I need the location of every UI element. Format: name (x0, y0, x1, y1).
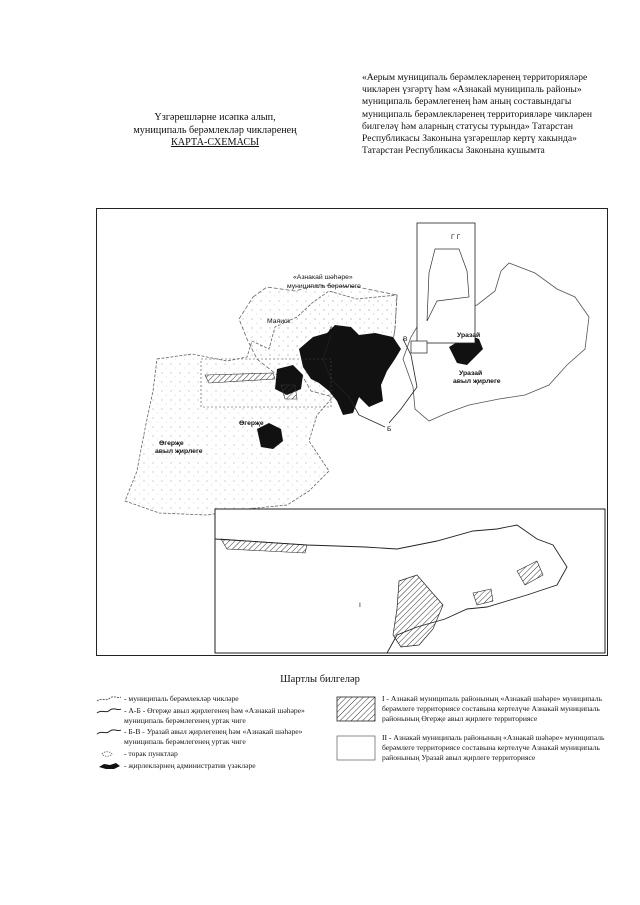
label-urazai-sub: авыл җирлеге (453, 378, 501, 385)
empty-box-icon (336, 735, 376, 761)
label-ogerzhe-settlement: Өгерҗе (239, 420, 264, 427)
label-inset-g: Г Г (451, 234, 461, 241)
title-line-1: Үзгәрешләрне исәпкә алып, (154, 112, 276, 123)
legend-item-text: - муниципаль берәмлекләр чикләре (124, 694, 239, 703)
legend-item-b-v (96, 727, 326, 747)
label-urazai: Уразай (459, 370, 483, 377)
hatched-box-icon (336, 696, 376, 722)
admin-center-icon (96, 761, 122, 771)
top-inset-frame (417, 223, 475, 343)
law-annex-note: «Аерым муниципаль берәмлекләренең территорияләре чикләрен үзгәртү һәм «Азнакай муниципаль районы» муниципаль берәмлегенең һәм аның составындагы муниципаль берәмлекләренең территорияләре чикләрен билгеләү һәм аларның статусы турында» Татарстан Республикасы Законына үзгәрешләр кертү хакында» Татарстан Республикасы Законына кушымта (362, 72, 593, 157)
legend-item-a-b (96, 706, 326, 726)
legend-item-admin-centers (96, 761, 326, 771)
label-inset-roman: I (359, 602, 361, 609)
legend-item-boundaries (96, 694, 326, 704)
legend-title: Шартлы билгеләр (280, 674, 360, 685)
legend-zone-i (336, 694, 616, 723)
legend-item-settlements (96, 749, 326, 759)
line-b-v-icon (96, 727, 122, 737)
legend-zone-i-text: I - Азнакай муниципаль районының «Азнакай шәһәре» муниципаль берәмлеге территориясе составына кертелүче Азнакай муниципаль районының Өгерҗе авыл җирлеге территориясе (382, 694, 602, 723)
page-title: КАРТА-СХЕМАСЫ (170, 137, 260, 148)
settlement-icon (96, 749, 122, 759)
legend-zone-ii (336, 733, 616, 762)
legend-item-text: - җирлекләрнең административ үзәкләре (124, 760, 256, 770)
label-point-b: Б (387, 426, 392, 433)
legend-item-text: - А-Б - Өгерҗе авыл җирлегенең һәм «Азнакай шәһәре» муниципаль берәмлегенең уртак чиге (124, 705, 305, 725)
label-mayisk: Маяиск (267, 318, 291, 325)
label-aznakai-city-sub: муниципаль берәмлеге (287, 283, 361, 290)
label-ogerzhe-sub: авыл җирлеге (155, 448, 203, 455)
label-aznakai-city: «Азнакай шәһәре» (293, 274, 353, 281)
legend-item-text: - торак пунктлар (124, 748, 178, 758)
line-a-b-icon (96, 706, 122, 716)
dashed-line-icon (96, 694, 122, 704)
label-ogerzhe: Өгерҗе (159, 440, 184, 447)
label-urazai-settlement: Уразай (457, 332, 481, 339)
legend-item-text: - Б-В - Уразай авыл җирлегенең һәм «Азнакай шәһәре» муниципаль берәмлегенең уртак чиге (124, 727, 303, 747)
label-point-a: А (329, 326, 334, 333)
title-line-2: муниципаль берәмлекләр чикләренең (133, 124, 297, 136)
legend-lines (96, 694, 326, 773)
legend-zone-ii-text: II - Азнакай муниципаль районының «Азнакай шәһәре» муниципаль берәмлеге территориясе составына кертелүче Азнакай муниципаль районының Уразай авыл җирлеге территориясе (382, 733, 605, 762)
label-point-v: В (403, 336, 408, 343)
point-v-marker (411, 341, 427, 353)
map-svg (97, 209, 607, 655)
map-frame (96, 208, 608, 656)
map-title-block (110, 112, 320, 150)
legend-zones (336, 694, 616, 773)
